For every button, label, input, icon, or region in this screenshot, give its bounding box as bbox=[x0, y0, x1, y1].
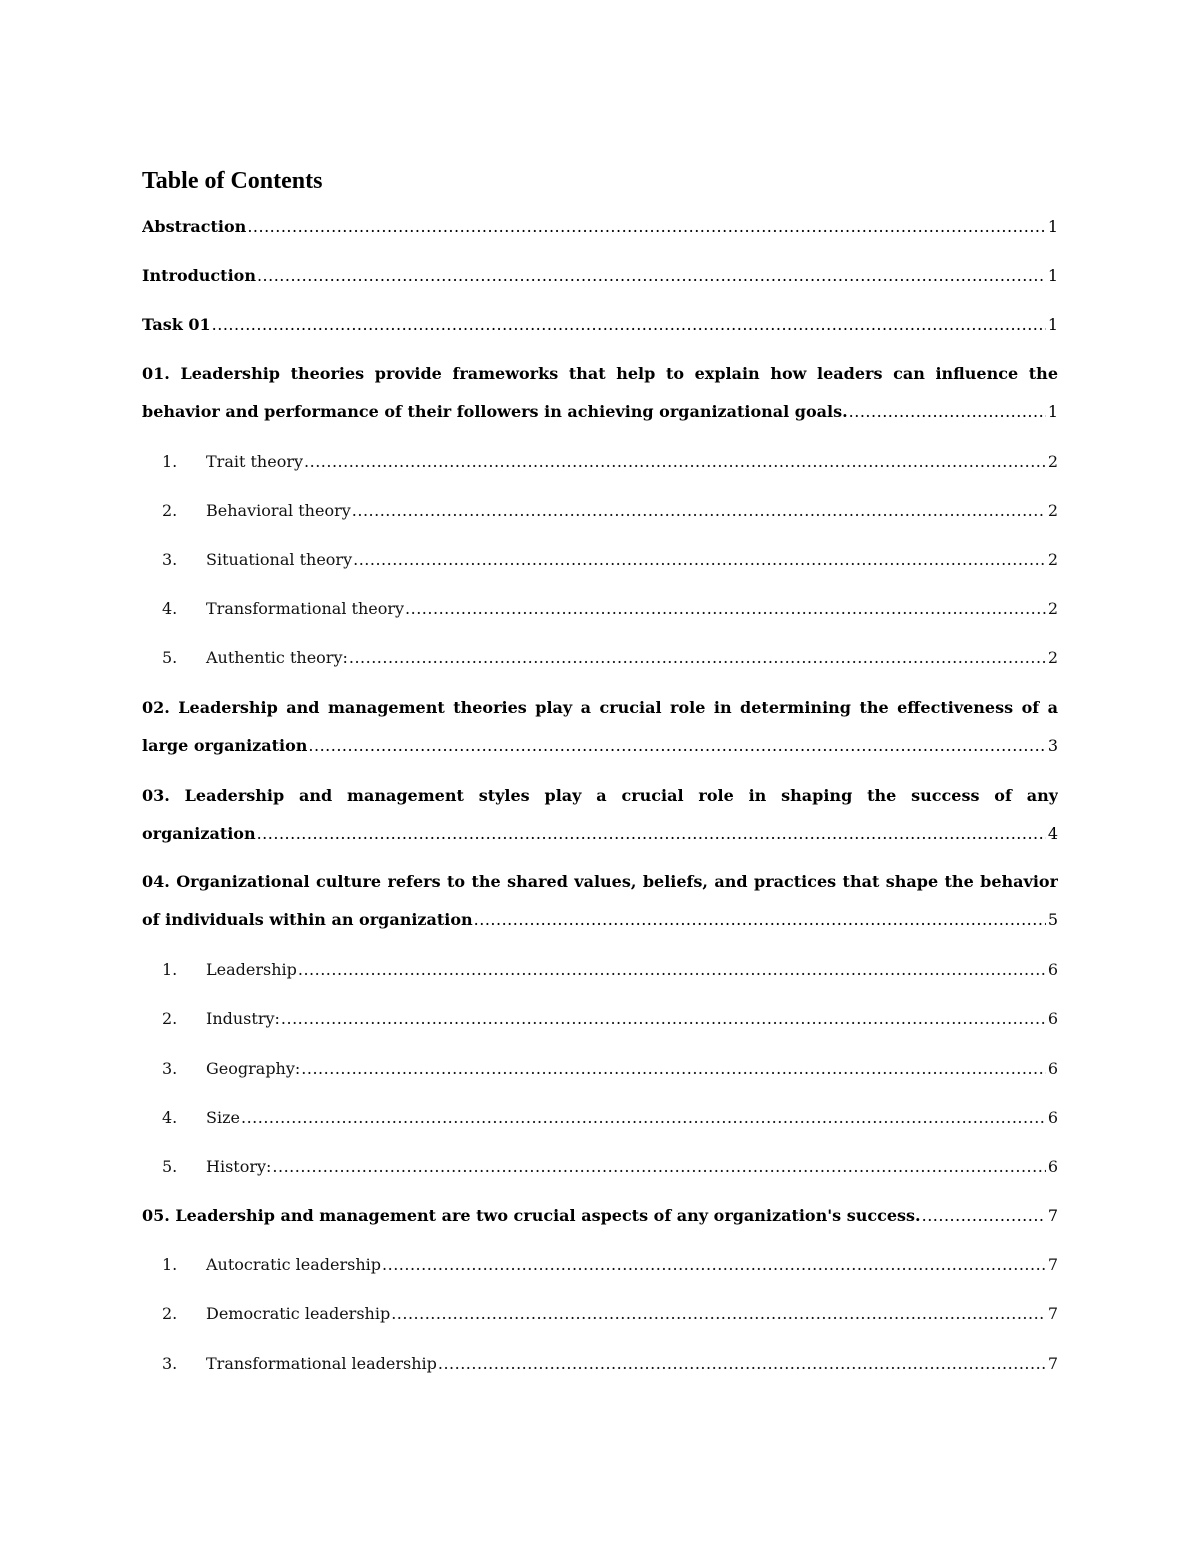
toc-subentry-trait-theory[interactable] bbox=[142, 451, 1058, 473]
toc-entry-label-line1: 04. Organizational culture refers to the shared values, beliefs, and practices that shape the behavior bbox=[142, 872, 1058, 891]
toc-entry-label: Geography: bbox=[206, 1059, 301, 1078]
toc-subentry-number: 5. bbox=[162, 1157, 178, 1176]
toc-subentry-number: 3. bbox=[162, 550, 178, 569]
toc-entry-abstraction[interactable] bbox=[142, 216, 1058, 238]
toc-subentry-transformational-theory[interactable] bbox=[142, 598, 1058, 620]
toc-entry-label-line2: of individuals within an organization bbox=[142, 910, 473, 929]
toc-subentry-behavioral-theory[interactable] bbox=[142, 500, 1058, 522]
toc-subentry-geography[interactable] bbox=[142, 1058, 1058, 1080]
toc-subentry-number: 4. bbox=[162, 1108, 178, 1127]
dot-leader bbox=[405, 598, 1046, 620]
toc-page-number: 2 bbox=[1047, 452, 1058, 471]
dot-leader bbox=[352, 500, 1046, 522]
toc-page-number: 7 bbox=[1047, 1354, 1058, 1373]
toc-page-number: 6 bbox=[1047, 1009, 1058, 1028]
toc-entry-label: Abstraction bbox=[142, 217, 247, 236]
toc-entry-label-line2: large organization bbox=[142, 736, 308, 755]
toc-subentry-autocratic-leadership[interactable] bbox=[142, 1254, 1058, 1276]
toc-entry-label: Task 01 bbox=[142, 315, 211, 334]
toc-entry-label-line1: 03. Leadership and management styles play a crucial role in shaping the success of any bbox=[142, 786, 1058, 805]
toc-entry-label: Introduction bbox=[142, 266, 256, 285]
toc-subentry-number: 3. bbox=[162, 1059, 178, 1078]
toc-page-number: 6 bbox=[1047, 960, 1058, 979]
dot-leader bbox=[298, 959, 1046, 981]
toc-page-number: 7 bbox=[1047, 1255, 1058, 1274]
toc-page-number: 4 bbox=[1047, 824, 1058, 843]
toc-page-number: 1 bbox=[1047, 402, 1058, 421]
dot-leader bbox=[308, 735, 1045, 757]
toc-subentry-number: 4. bbox=[162, 599, 178, 618]
toc-entry-section-04[interactable] bbox=[142, 871, 1058, 931]
toc-entry-label-line1: 01. Leadership theories provide frameworks that help to explain how leaders can influence the bbox=[142, 364, 1058, 383]
toc-subentry-number: 1. bbox=[162, 452, 178, 471]
toc-entry-label: Size bbox=[206, 1108, 240, 1127]
dot-leader bbox=[382, 1254, 1046, 1276]
toc-subentry-transformational-leadership[interactable] bbox=[142, 1353, 1058, 1375]
dot-leader bbox=[438, 1353, 1046, 1375]
toc-entry-label: Transformational theory bbox=[206, 599, 405, 618]
toc-entry-label: Leadership bbox=[206, 960, 297, 979]
toc-subentry-number: 3. bbox=[162, 1354, 178, 1373]
toc-subentry-situational-theory[interactable] bbox=[142, 549, 1058, 571]
toc-entry-label: Democratic leadership bbox=[206, 1304, 391, 1323]
toc-entry-introduction[interactable] bbox=[142, 265, 1058, 287]
toc-subentry-number: 1. bbox=[162, 1255, 178, 1274]
toc-entry-label: Autocratic leadership bbox=[206, 1255, 382, 1274]
dot-leader bbox=[247, 216, 1046, 238]
toc-subentry-number: 5. bbox=[162, 648, 178, 667]
toc-subentry-number: 2. bbox=[162, 1009, 178, 1028]
toc-entry-label: Transformational leadership bbox=[206, 1354, 437, 1373]
toc-entry-label: Industry: bbox=[206, 1009, 280, 1028]
toc-title: Table of Contents bbox=[142, 168, 323, 194]
toc-page-number: 6 bbox=[1047, 1059, 1058, 1078]
document-page bbox=[142, 0, 1058, 1553]
toc-entry-label-line2: organization bbox=[142, 824, 256, 843]
dot-leader bbox=[349, 647, 1046, 669]
dot-leader bbox=[272, 1156, 1045, 1178]
toc-entry-label-line1: 02. Leadership and management theories play a crucial role in determining the effectiveness of a bbox=[142, 698, 1058, 717]
toc-entry-section-02[interactable] bbox=[142, 697, 1058, 757]
toc-subentry-number: 2. bbox=[162, 1304, 178, 1323]
dot-leader bbox=[241, 1107, 1046, 1129]
dot-leader bbox=[922, 1205, 1046, 1227]
toc-page-number: 3 bbox=[1047, 736, 1058, 755]
toc-page-number: 2 bbox=[1047, 599, 1058, 618]
dot-leader bbox=[353, 549, 1046, 571]
toc-page-number: 7 bbox=[1047, 1304, 1058, 1323]
toc-entry-task-01[interactable] bbox=[142, 314, 1058, 336]
toc-subentry-number: 2. bbox=[162, 501, 178, 520]
toc-entry-label-line2: behavior and performance of their followers in achieving organizational goals. bbox=[142, 402, 848, 421]
toc-page-number: 6 bbox=[1047, 1108, 1058, 1127]
toc-subentry-democratic-leadership[interactable] bbox=[142, 1303, 1058, 1325]
dot-leader bbox=[849, 401, 1046, 423]
toc-page-number: 7 bbox=[1047, 1206, 1058, 1225]
dot-leader bbox=[257, 265, 1046, 287]
toc-entry-label: Situational theory bbox=[206, 550, 353, 569]
toc-subentry-size[interactable] bbox=[142, 1107, 1058, 1129]
dot-leader bbox=[474, 909, 1046, 931]
toc-subentry-history[interactable] bbox=[142, 1156, 1058, 1178]
toc-page-number: 2 bbox=[1047, 648, 1058, 667]
dot-leader bbox=[212, 314, 1046, 336]
toc-page-number: 1 bbox=[1047, 217, 1058, 236]
toc-entry-label: Trait theory bbox=[206, 452, 304, 471]
dot-leader bbox=[257, 823, 1046, 845]
dot-leader bbox=[301, 1058, 1046, 1080]
toc-subentry-industry[interactable] bbox=[142, 1008, 1058, 1030]
toc-entry-label: 05. Leadership and management are two crucial aspects of any organization's success. bbox=[142, 1206, 921, 1225]
toc-entry-section-05[interactable] bbox=[142, 1205, 1058, 1227]
toc-page-number: 1 bbox=[1047, 315, 1058, 334]
toc-entry-section-01[interactable] bbox=[142, 363, 1058, 423]
toc-entry-label: History: bbox=[206, 1157, 272, 1176]
toc-subentry-number: 1. bbox=[162, 960, 178, 979]
toc-subentry-leadership[interactable] bbox=[142, 959, 1058, 981]
toc-page-number: 1 bbox=[1047, 266, 1058, 285]
toc-page-number: 2 bbox=[1047, 550, 1058, 569]
toc-subentry-authentic-theory[interactable] bbox=[142, 647, 1058, 669]
toc-page-number: 5 bbox=[1047, 910, 1058, 929]
toc-page-number: 6 bbox=[1047, 1157, 1058, 1176]
dot-leader bbox=[391, 1303, 1046, 1325]
dot-leader bbox=[304, 451, 1046, 473]
toc-entry-section-03[interactable] bbox=[142, 785, 1058, 845]
dot-leader bbox=[281, 1008, 1046, 1030]
toc-entry-label: Authentic theory: bbox=[206, 648, 348, 667]
toc-page-number: 2 bbox=[1047, 501, 1058, 520]
toc-entry-label: Behavioral theory bbox=[206, 501, 351, 520]
